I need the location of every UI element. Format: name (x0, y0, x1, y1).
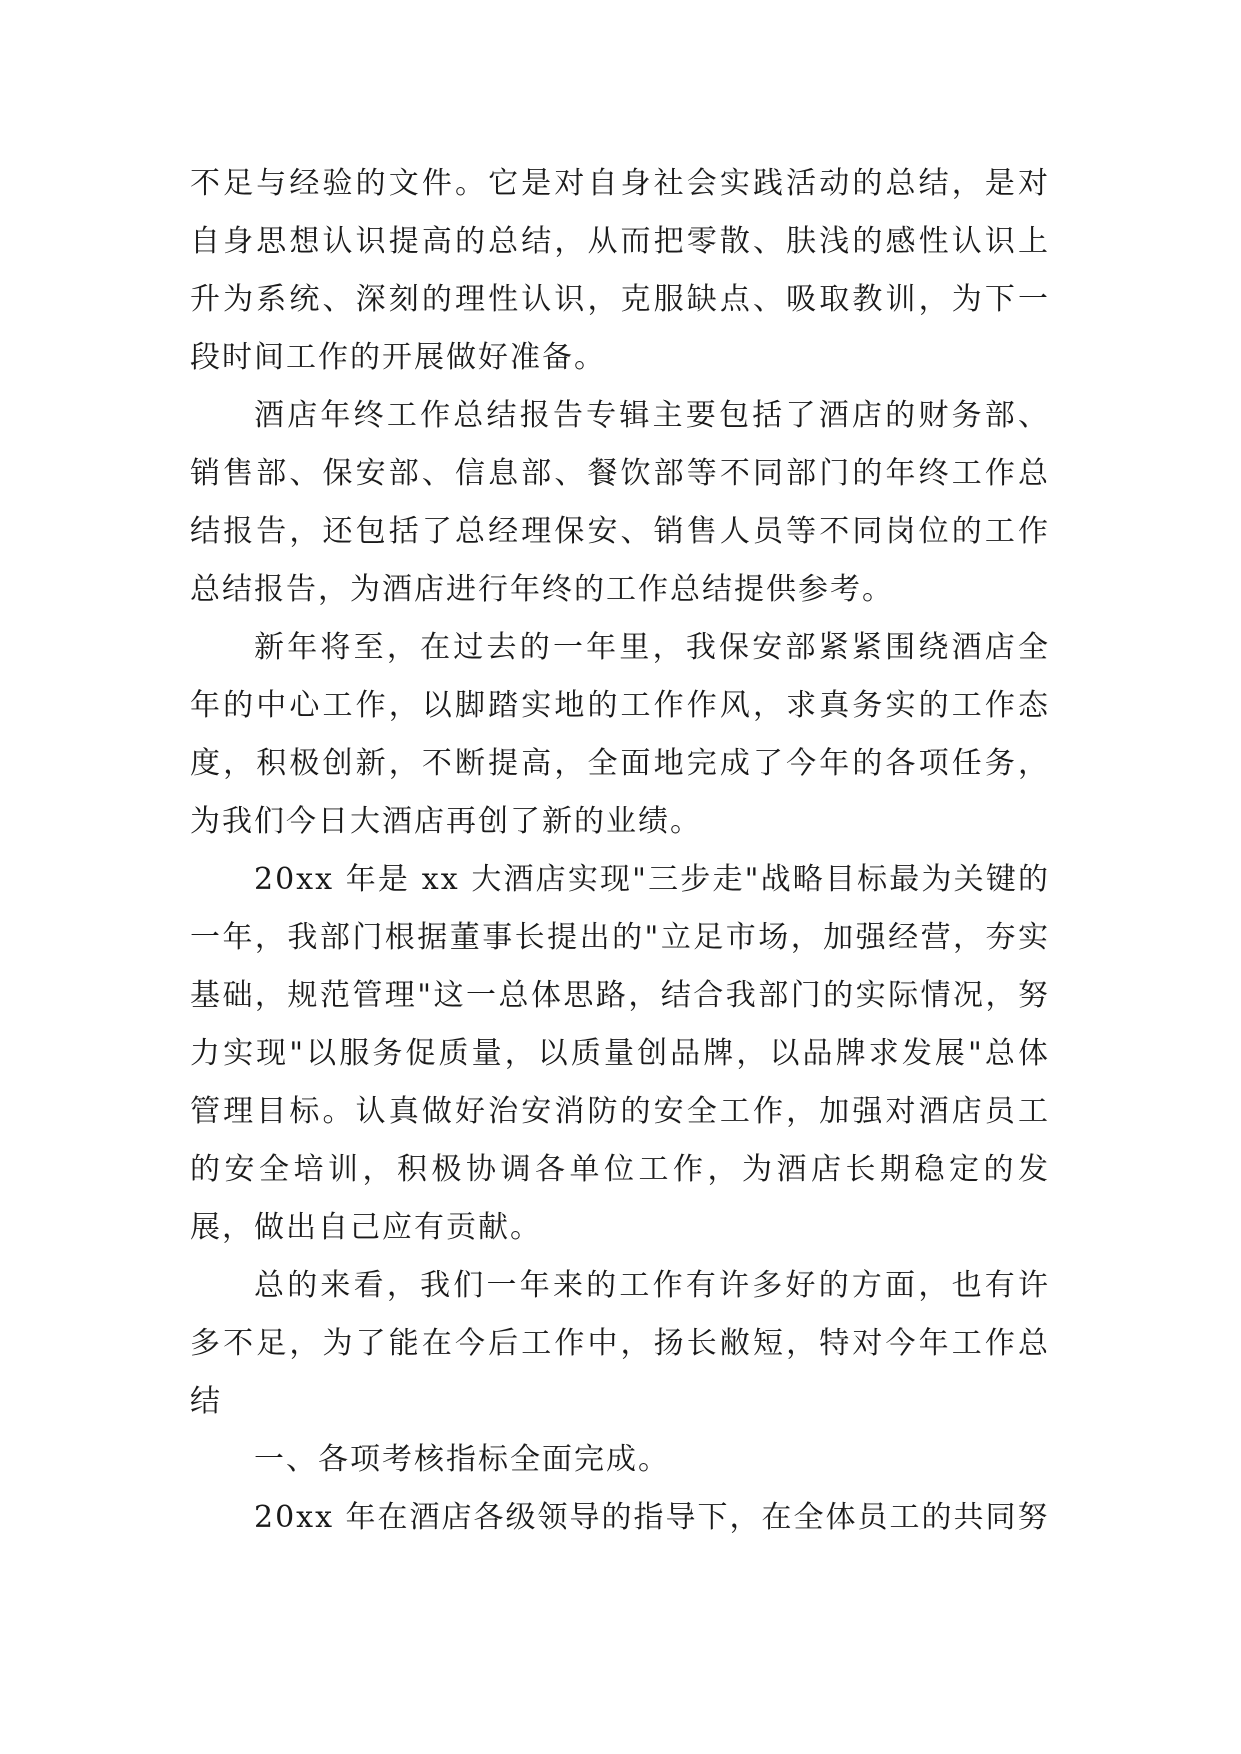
paragraph-3: 新年将至，在过去的一年里，我保安部紧紧围绕酒店全年的中心工作，以脚踏实地的工作作风，求真务实的工作态度，积极创新，不断提高，全面地完成了今年的各项任务，为我们今日大酒店再创了新的业绩。 (190, 630, 1050, 839)
paragraph-2: 酒店年终工作总结报告专辑主要包括了酒店的财务部、销售部、保安部、信息部、餐饮部等不同部门的年终工作总结报告，还包括了总经理保安、销售人员等不同岗位的工作总结报告，为酒店进行年终的工作总结提供参考。 (190, 398, 1050, 607)
paragraph-1: 不足与经验的文件。它是对自身社会实践活动的总结，是对自身思想认识提高的总结，从而把零散、肤浅的感性认识上升为系统、深刻的理性认识，克服缺点、吸取教训，为下一段时间工作的开展做好准备。 (190, 166, 1050, 375)
paragraph-4: 20xx 年是 xx 大酒店实现"三步走"战略目标最为关键的一年，我部门根据董事长提出的"立足市场，加强经营，夯实基础，规范管理"这一总体思路，结合我部门的实际情况，努力实现"以服务促质量，以质量创品牌，以品牌求发展"总体管理目标。认真做好治安消防的安全工作，加强对酒店员工的安全培训，积极协调各单位工作，为酒店长期稳定的发展，做出自己应有贡献。 (190, 862, 1050, 1245)
document-body (190, 155, 1050, 1547)
section-heading-1: 一、各项考核指标全面完成。 (254, 1442, 670, 1477)
paragraph-5: 总的来看，我们一年来的工作有许多好的方面，也有许多不足，为了能在今后工作中，扬长敝短，特对今年工作总结 (190, 1268, 1050, 1419)
paragraph-6: 20xx 年在酒店各级领导的指导下，在全体员工的共同努 (254, 1500, 1050, 1535)
